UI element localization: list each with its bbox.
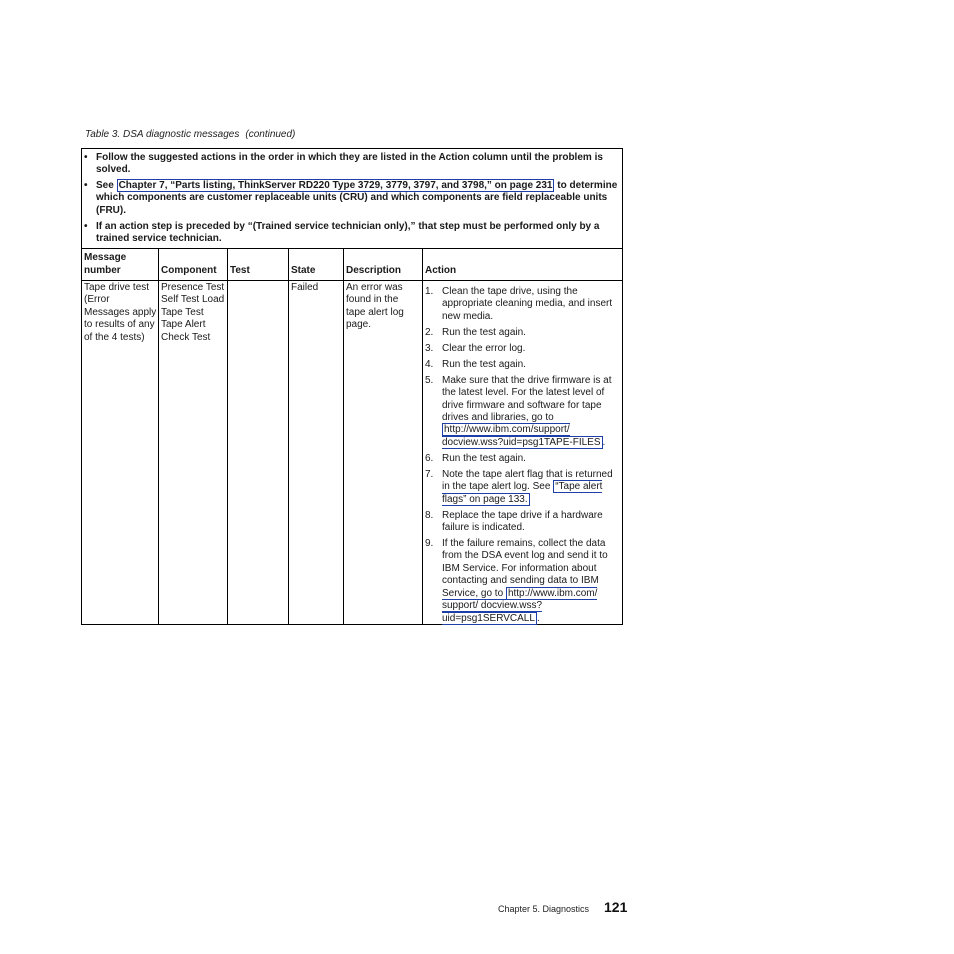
column-divider xyxy=(422,248,423,624)
step-text: Note the tape alert flag that is returned in the tape alert log. See xyxy=(442,468,613,493)
caption-continued: (continued) xyxy=(245,129,296,140)
step-number: 3. xyxy=(425,342,434,354)
cell-state: Failed xyxy=(291,282,319,293)
step-number: 8. xyxy=(425,509,434,521)
column-divider xyxy=(227,248,228,624)
step-text: Make sure that the drive firmware is at the latest level. For the latest level of drive firmware and software for tape drives and libraries, go to xyxy=(442,374,612,424)
step-number: 5. xyxy=(425,374,434,386)
action-step xyxy=(425,375,621,449)
note-1-text: Follow the suggested actions in the order in which they are listed in the Action column until the problem is solved. xyxy=(96,152,603,176)
bullet-icon: • xyxy=(84,152,88,163)
step-post: . xyxy=(602,436,606,448)
action-step xyxy=(425,510,621,535)
action-step xyxy=(425,538,621,625)
step-number: 9. xyxy=(425,538,434,550)
dsa-diagnostic-table xyxy=(81,148,623,625)
step-number: 1. xyxy=(425,286,434,297)
step-post: . xyxy=(536,612,540,624)
page-number: 121 xyxy=(604,899,628,915)
action-step xyxy=(425,469,621,506)
bullet-icon: • xyxy=(84,180,88,191)
note-2 xyxy=(84,180,620,217)
note-3 xyxy=(84,221,620,246)
tape-alert-flags-link[interactable]: “Tape alert flags” on page 133. xyxy=(442,481,603,505)
header-action: Action xyxy=(425,264,457,276)
column-divider xyxy=(158,248,159,624)
header-component: Component xyxy=(161,264,217,276)
table-caption xyxy=(85,129,295,140)
step-number: 4. xyxy=(425,358,434,370)
step-text: If the failure remains, collect the data from the DSA event log and send it to IBM Service. For information about contacting and sending data to IBM Service, go to xyxy=(442,538,608,599)
step-text: Clear the error log. xyxy=(442,342,526,354)
cell-component: Presence Test Self Test Load Tape Test Tape Alert Check Test xyxy=(161,282,225,343)
header-test: Test xyxy=(230,264,250,276)
step-number: 2. xyxy=(425,326,434,338)
note-2-post: to determine which components are customer replaceable units (CRU) and which components are field replaceable units (FRU). xyxy=(96,180,618,216)
step-text: Replace the tape drive if a hardware failure is indicated. xyxy=(442,509,603,534)
parts-listing-link[interactable]: Chapter 7, “Parts listing, ThinkServer RD220 Type 3729, 3779, 3797, and 3798,” on page 231 xyxy=(118,180,553,191)
footer-chapter: Chapter 5. Diagnostics xyxy=(498,904,590,914)
cell-description: An error was found in the tape alert log page. xyxy=(346,282,404,331)
header-message-number: Message number xyxy=(84,252,127,276)
cell-message-number: Tape drive test (Error Messages apply to results of any of the 4 tests) xyxy=(84,282,157,343)
note-2-pre: See xyxy=(96,180,114,191)
tape-files-link[interactable]: http://www.ibm.com/support/ docview.wss?uid=psg1TAPE-FILES xyxy=(442,424,601,448)
action-step xyxy=(425,453,621,465)
note-3-text: If an action step is preceded by “(Trained service technician only),” that step must be performed only by a trained service technician. xyxy=(96,221,600,245)
action-step xyxy=(425,286,621,323)
header-state: State xyxy=(291,264,316,276)
step-text: Run the test again. xyxy=(442,326,526,338)
step-text: Run the test again. xyxy=(442,358,526,370)
bullet-icon: • xyxy=(84,221,88,232)
step-number: 6. xyxy=(425,452,434,464)
table-notes xyxy=(82,149,622,249)
table-header-row xyxy=(82,248,622,281)
column-divider xyxy=(288,248,289,624)
action-step xyxy=(425,343,621,355)
action-step xyxy=(425,359,621,371)
header-description: Description xyxy=(346,264,402,276)
action-list xyxy=(425,286,621,629)
servcall-link[interactable]: http://www.ibm.com/ support/ docview.wss?uid=psg1SERVCALL xyxy=(442,587,598,624)
step-text: Run the test again. xyxy=(442,452,526,464)
action-step xyxy=(425,327,621,339)
step-number: 7. xyxy=(425,468,434,480)
step-text: Clean the tape drive, using the appropriate cleaning media, and insert new media. xyxy=(442,286,613,322)
note-2-text xyxy=(96,180,620,217)
column-divider xyxy=(343,248,344,624)
caption-title: Table 3. DSA diagnostic messages xyxy=(85,129,240,140)
note-1 xyxy=(84,152,620,177)
